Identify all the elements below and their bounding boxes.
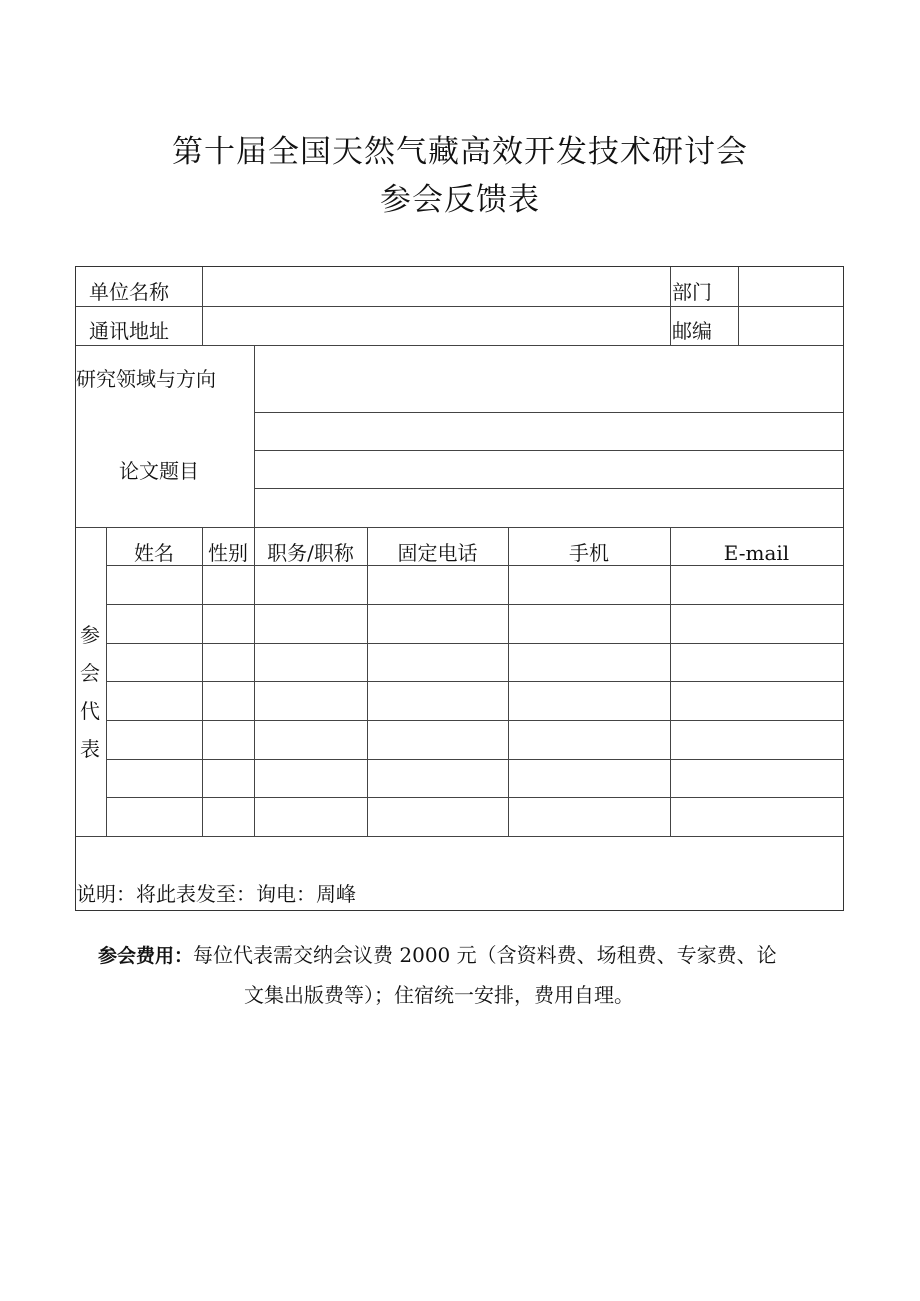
unit-name-field[interactable] [210,280,665,304]
delegate-cell[interactable] [206,612,250,636]
delegate-cell[interactable] [258,689,363,713]
fee-label: 参会费用： [98,945,194,967]
col-header-name: 姓名 [134,541,174,565]
delegate-cell[interactable] [371,689,504,713]
delegate-cell[interactable] [206,573,250,597]
delegate-cell[interactable] [512,573,666,597]
delegate-cell[interactable] [371,805,504,829]
delegates-label-char: 参 [80,623,100,647]
delegate-cell[interactable] [371,612,504,636]
delegate-cell[interactable] [258,767,363,791]
delegate-cell[interactable] [110,805,198,829]
delegate-cell[interactable] [371,651,504,675]
postcode-field[interactable] [744,319,839,343]
delegate-cell[interactable] [110,573,198,597]
delegate-cell[interactable] [258,612,363,636]
address-field[interactable] [210,319,665,343]
delegate-cell[interactable] [674,805,839,829]
fee-text-line2: 文集出版费等）；住宿统一安排，费用自理。 [244,983,634,1007]
address-label: 通讯地址 [89,319,169,343]
delegate-cell[interactable] [512,651,666,675]
delegate-cell[interactable] [371,573,504,597]
delegates-label-char: 会 [80,661,100,685]
form-subtitle: 参会反馈表 [380,182,540,218]
delegate-cell[interactable] [110,728,198,752]
postcode-label: 邮编 [672,319,712,343]
fee-paragraph [98,936,828,1015]
feedback-form-table [75,266,844,911]
delegate-cell[interactable] [206,651,250,675]
note-text: 说明：将此表发至：询电：周峰 [76,882,356,906]
col-header-gender: 性别 [208,541,248,565]
delegate-cell[interactable] [258,573,363,597]
delegate-cell[interactable] [674,689,839,713]
col-header-title: 职务/职称 [267,541,354,565]
research-field-label: 研究领域与方向 [76,367,216,391]
delegate-cell[interactable] [258,651,363,675]
delegate-cell[interactable] [674,728,839,752]
department-field[interactable] [744,280,839,304]
col-header-mobile: 手机 [569,541,609,565]
delegates-label-char: 表 [80,737,100,761]
col-header-phone: 固定电话 [397,541,478,565]
delegate-cell[interactable] [371,728,504,752]
delegate-cell[interactable] [258,728,363,752]
col-header-email: E-mail [723,541,790,565]
delegate-cell[interactable] [110,689,198,713]
delegates-label-char: 代 [80,699,100,723]
paper-title-line[interactable] [260,385,838,409]
delegate-cell[interactable] [206,805,250,829]
delegate-cell[interactable] [371,767,504,791]
delegate-cell[interactable] [110,767,198,791]
delegate-cell[interactable] [674,767,839,791]
unit-name-label: 单位名称 [89,280,169,304]
delegate-cell[interactable] [258,805,363,829]
delegate-cell[interactable] [206,689,250,713]
delegate-cell[interactable] [512,805,666,829]
delegate-cell[interactable] [512,612,666,636]
paper-title-line[interactable] [260,461,838,485]
delegate-cell[interactable] [110,651,198,675]
delegate-cell[interactable] [110,612,198,636]
delegate-cell[interactable] [674,612,839,636]
delegate-cell[interactable] [206,767,250,791]
paper-title-label: 论文题目 [119,459,199,483]
department-label: 部门 [672,280,712,304]
form-title: 第十届全国天然气藏高效开发技术研讨会 [172,134,748,170]
delegate-cell[interactable] [512,728,666,752]
delegate-cell[interactable] [674,573,839,597]
delegate-cell[interactable] [512,689,666,713]
delegate-cell[interactable] [674,651,839,675]
delegate-cell[interactable] [512,767,666,791]
fee-text-line1: 每位代表需交纳会议费 2000 元（含资料费、场租费、专家费、论 [193,943,777,967]
delegate-cell[interactable] [206,728,250,752]
paper-title-line[interactable] [260,423,838,447]
